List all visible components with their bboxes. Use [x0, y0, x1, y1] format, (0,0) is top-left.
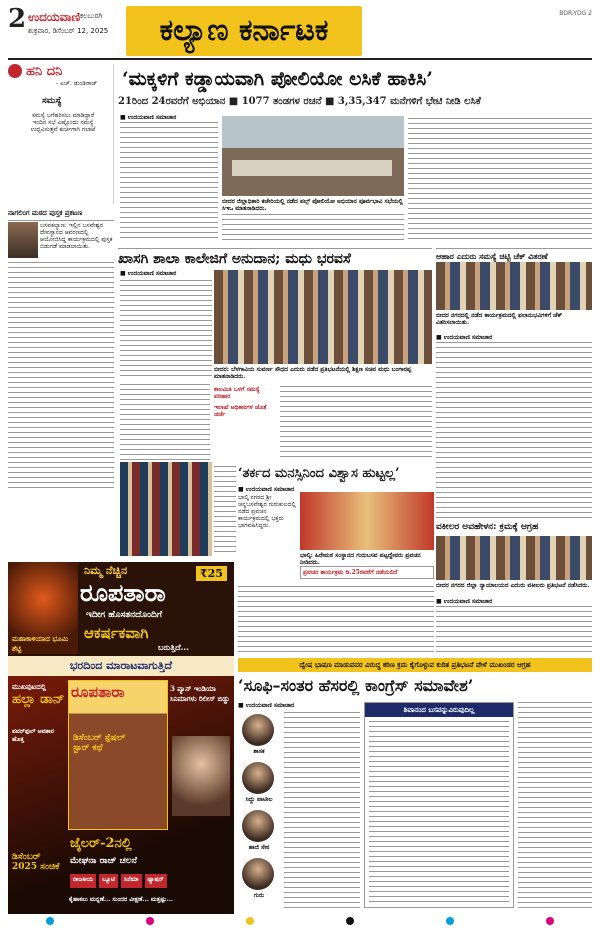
ad-issue: ಡಿಸೆಂಬರ್ 2025 ಸಂಚಿಕೆ	[12, 852, 60, 872]
lawyers-photo	[436, 536, 592, 580]
college-dateline: ■ ಉದಯವಾಣಿ ಸಮಾಚಾರ	[120, 270, 177, 277]
portrait-photo	[242, 810, 274, 842]
hani-dani-logo	[8, 64, 22, 78]
city: ಕಲಬುರಗಿ	[80, 12, 103, 20]
faith-caption: ಭಾಲ್ಕಿ: ಹಿರೇಮಠ ಸಂಸ್ಥಾನದ ಗುರುಬಸವ ಪಟ್ಟದ್ದೇವರು ಪ್ರವಚನ ನೀಡಿದರು.	[300, 552, 421, 566]
faith-headline: ‘ತರ್ಕದ ಮನಸ್ಸಿನಿಂದ ವಿಶ್ವಾಸ ಹುಟ್ಟಲ್ಲ’	[238, 466, 400, 481]
college-photo	[214, 270, 432, 364]
reg-dot	[546, 917, 554, 925]
reg-dot	[246, 917, 254, 925]
ad-tagline: ನಿಮ್ಮ ನೆಚ್ಚಿನ	[84, 564, 128, 577]
faith-box: ಪ್ರವಚನ ಕಾರ್ಯಕ್ರಮ ಡಿ.25ರವರೆಗೆ ನಡೆಯಲಿದೆ	[300, 566, 434, 579]
ad-line2: ಆಕರ್ಷಕವಾಗಿ	[84, 624, 149, 642]
ad-cover-magazine	[68, 680, 168, 830]
college-pull-quote: ಇಲಾಖೆ ಅಧಿಕಾರಿಗಳ ಜೊತೆ ಚರ್ಚೆ	[214, 404, 267, 418]
congress-box	[364, 702, 514, 908]
portrait-name: ಸಿದ್ದು ಪಾಟೀಲ	[245, 796, 273, 803]
protest-photo	[120, 462, 212, 556]
ad-line1: ಇದೀಗ ಹೊಸತನದೊಂದಿಗೆ	[86, 610, 163, 620]
section-banner: ಕಲ್ಯಾಣ ಕರ್ನಾಟಕ	[126, 6, 362, 56]
ad-footer: ಕೈಹಾಕಲು ಮನ್ನಣೆ... ಸುಂದರ ವೀಕ್ಷಣೆ... ಮತ್ತಷ್ಟು...	[69, 896, 173, 903]
lead-caption: ಬೀದರ ಜಿಲ್ಲಾಧಿಕಾರಿ ಕಚೇರಿಯಲ್ಲಿ ನಡೆದ ಪಲ್ಸ್ ಪೋಲಿಯೋ ಅಭಿಯಾನ ಪೂರ್ವಭಾವಿ ಸಭೆಯಲ್ಲಿ ಸಿಇಒ ಮಾತನಾಡಿದರು.	[222, 198, 403, 212]
congress-dateline: ■ ಉದಯವಾಣಿ ಸಮಾಚಾರ	[238, 702, 295, 709]
portrait-name: ಗುರು	[253, 892, 265, 899]
reg-dot	[46, 917, 54, 925]
author-photo	[8, 222, 38, 258]
ad-meghana: ಮೇಘನಾ ರಾಜ್ ಚಲನೆ	[70, 856, 137, 866]
edition-code: BDR-YDG 2	[559, 10, 592, 17]
hani-dani-poem: ಸಮಸ್ಯೆ ಬಗೆಹರಿಸಲು ಮಾಡಿದ್ದಾರೆ ಇಂದಿನ ಸಭೆ ಎಷ್ಟೊಂದು ಸಮಸ್ಯೆ ಉದ್ಭವಿಸುತ್ತವೆ ಕುರ್ಚಿಗಾಗಿ ಗಲಾಟೆ	[30, 112, 96, 133]
ad-price: ₹25	[196, 566, 227, 581]
lead-dateline: ■ ಉದಯವಾಣಿ ಸಮಾಚಾರ	[120, 114, 177, 121]
portrait-name: ಶಾಸಕ	[253, 748, 265, 755]
ad-chip: ಫ್ಯಾಷನ್	[145, 874, 167, 888]
college-pull-quote: ಕಾಲಮಿತಿ ಒಳಗೆ ಸಮಸ್ಯೆ ಪರಿಹಾರ	[214, 386, 260, 400]
portrait-name: ಹಾಜಿ ಸೇಠ	[248, 844, 270, 851]
college-headline: ಖಾಸಗಿ ಶಾಲಾ ಕಾಲೇಜಿಗೆ ಅನುದಾನ; ಮಧು ಭರವಸೆ	[118, 248, 432, 267]
portrait-photo	[242, 762, 274, 794]
book-release-headline: ನಾಗಲಿಂಗ ಮಠದ ಪುಸ್ತಕ ಪ್ರಕಟಣ	[8, 208, 114, 221]
masthead	[8, 4, 592, 60]
ad-cover-side3: ಪವರ್‌ಫುಲ್ ಅವತಾರ ಹೊತ್ತ	[12, 728, 54, 743]
faith-side-text: ಭಾಲ್ಕಿ ನಗರದ ಶ್ರೀ ಚನ್ನಬಸವೇಶ್ವರ ಗುರುಕುಲದಲ್ಲಿ ನಡೆದ ಪ್ರವಚನ ಕಾರ್ಯಕ್ರಮದಲ್ಲಿ ಭಕ್ತರು ಭಾಗವಹಿಸಿದ್ದರು.	[238, 494, 296, 529]
ad-chip: ರಾಜಕೀಯ	[70, 874, 96, 888]
cheque-dateline: ■ ಉದಯವಾಣಿ ಸಮಾಚಾರ	[436, 334, 493, 341]
issue-date: ಶುಕ್ರವಾರ, ಡಿಸೆಂಬರ್ 12, 2025	[28, 27, 109, 35]
ad-chip-row	[70, 874, 230, 888]
college-caption: ಬೀದರ: ಬೆಳಗಾವಿಯ ಸುವರ್ಣ ಸೌಧದ ಎದುರು ನಡೆದ ಪ್ರತಿಭಟನೆಯಲ್ಲಿ ಶಿಕ್ಷಣ ಸಚಿವ ಮಧು ಬಂಗಾರಪ್ಪ ಮಾತನಾಡಿದರು.	[214, 366, 412, 380]
roopatara-ad	[8, 562, 234, 914]
reg-dot	[446, 917, 454, 925]
book-release-story	[8, 208, 114, 494]
cheque-caption: ಬೀದರ ನಗರದಲ್ಲಿ ನಡೆದ ಕಾರ್ಯಕ್ರಮದಲ್ಲಿ ಫಲಾನುಭವಿಗಳಿಗೆ ಚೆಕ್ ವಿತರಿಸಲಾಯಿತು.	[436, 312, 563, 326]
page-number: 2	[8, 4, 27, 34]
ad-cover-sub: ಡಿಸೆಂಬರ್ ಸ್ಪೆಷಲ್ ಸ್ಟಾರ್ ಕಥೆ	[73, 733, 126, 753]
ad-cover-side1: ಮುಖಪುಟದಲ್ಲಿ	[12, 682, 47, 691]
book-release-text: ಬಸವಕಲ್ಯಾಣ: ಇಲ್ಲಿನ ಬಸವೇಶ್ವರ ದೇವಸ್ಥಾನದ ಆವರಣದಲ್ಲಿ ಆಯೋಜಿಸಿದ್ದ ಕಾರ್ಯಕ್ರಮದಲ್ಲಿ ಪುಸ್ತಕ ಬಿಡುಗಡೆ ಮಾಡಲಾಯಿತು.	[40, 222, 113, 250]
lawyers-headline: ವಕೀಲರ ಅವಹೇಳನ: ಕ್ರಮಕ್ಕೆ ಆಗ್ರಹ	[436, 522, 539, 532]
cheque-headline: ಆಹಾರ ಎದುರು ಸಮಸ್ಯೆ ಚಿಟ್ಟಿ ಚೆಕ್ ವಿತರಣೆ	[436, 248, 592, 262]
congress-headline: ‘ಸೂಫಿ–ಸಂತರ ಹೆಸರಲ್ಲಿ ಕಾಂಗ್ರೆಸ್ ಸಮಾವೇಶ’	[238, 676, 474, 695]
hate-speech-strip: ದ್ವೇಷ ಭಾಷಣ ಮಾಡುವವರ ವಿರುದ್ಧ ಕಠಿಣ ಕ್ರಮ ಕೈಗೊಳ್ಳುವ ಕುರಿತ ಪ್ರತಿಭಟನೆ ವೇಳೆ ಮುಖಂಡರ ಆಗ್ರಹ	[238, 658, 592, 672]
registration-marks	[0, 914, 600, 928]
portrait-column	[238, 712, 280, 912]
lead-photo	[222, 116, 404, 196]
ad-cover-area	[8, 676, 234, 914]
lawyers-dateline: ■ ಉದಯವಾಣಿ ಸಮಾಚಾರ	[436, 598, 493, 605]
ad-cover-star: ಮಹಾಕಾಳಿಯಾದ ಭೂಮಿ ಶೆಟ್ಟಿ	[12, 634, 69, 653]
hani-dani-column	[8, 64, 114, 204]
reg-dot	[346, 917, 354, 925]
ad-chip: ಸಿನೆಮಾ	[121, 874, 142, 888]
congress-box-title: ಶಿವಾನಂದ ಬಸವನ್ನುವಿರುವುದಿಲ್ಲ	[365, 703, 513, 717]
ad-line3: ಬರುತ್ತಿದೆ...	[158, 642, 189, 652]
lead-headline: ‘ಮಕ್ಕಳಿಗೆ ಕಡ್ಡಾಯವಾಗಿ ಪೋಲಿಯೋ ಲಸಿಕೆ ಹಾಕಿಸಿ’	[122, 68, 433, 90]
lawyers-caption: ಬೀದರ ನಗರದ ಜಿಲ್ಲಾ ನ್ಯಾಯಾಲಯದ ಎದುರು ವಕೀಲರು ಪ್ರತಿಭಟನೆ ನಡೆಸಿದರು.	[436, 582, 590, 589]
ad-cover-title: ರೂಪತಾರಾ	[71, 683, 125, 701]
hani-dani-byline: - ಎಚ್. ಡುಂಡಿರಾಜ್	[56, 80, 98, 87]
portrait-photo	[242, 858, 274, 890]
cheque-photo	[436, 262, 592, 310]
hani-dani-title: ಹನಿ ದನಿ	[26, 64, 63, 79]
lead-deck: 21ರಿಂದ 24ರವರೆಗೆ ಅಭಿಯಾನ ■ 1077 ತಂಡಗಳ ರಚನೆ ■ 3,35,347 ಮನೆಗಳಿಗೆ ಭೇಟಿ ನೀಡಿ ಲಸಿಕೆ	[118, 96, 481, 107]
ad-sale-banner: ಭರದಿಂದ ಮಾರಾಟವಾಗುತ್ತಿದೆ	[8, 656, 234, 676]
ad-brand: ರೂಪತಾರಾ	[80, 578, 166, 607]
hani-dani-subtitle: ಸಮಸ್ಯೆ	[42, 96, 62, 106]
faith-photo	[300, 492, 434, 550]
ad-actress-photo	[172, 736, 230, 816]
ad-cover-side2: ಹಲ್ಲಾ ಡಾನ್	[12, 692, 65, 707]
reg-dot	[146, 917, 154, 925]
paper-name: ಉದಯವಾಣಿ	[28, 10, 81, 24]
ad-jailer: ಜೈಲರ್-2ನಲ್ಲಿ	[70, 836, 132, 851]
ad-pan-india: 3 ಪ್ಯಾನ್ ಇಂಡಿಯಾ ಸಿನಿಮಾಗಳು ರಿಲೀಸ್ ಬಿಡ್ಡು	[170, 684, 230, 703]
faith-dateline: ■ ಉದಯವಾಣಿ ಸಮಾಚಾರ	[238, 486, 295, 493]
ad-chip: ಬ್ಯೂಟಿ	[99, 874, 118, 888]
portrait-photo	[242, 714, 274, 746]
